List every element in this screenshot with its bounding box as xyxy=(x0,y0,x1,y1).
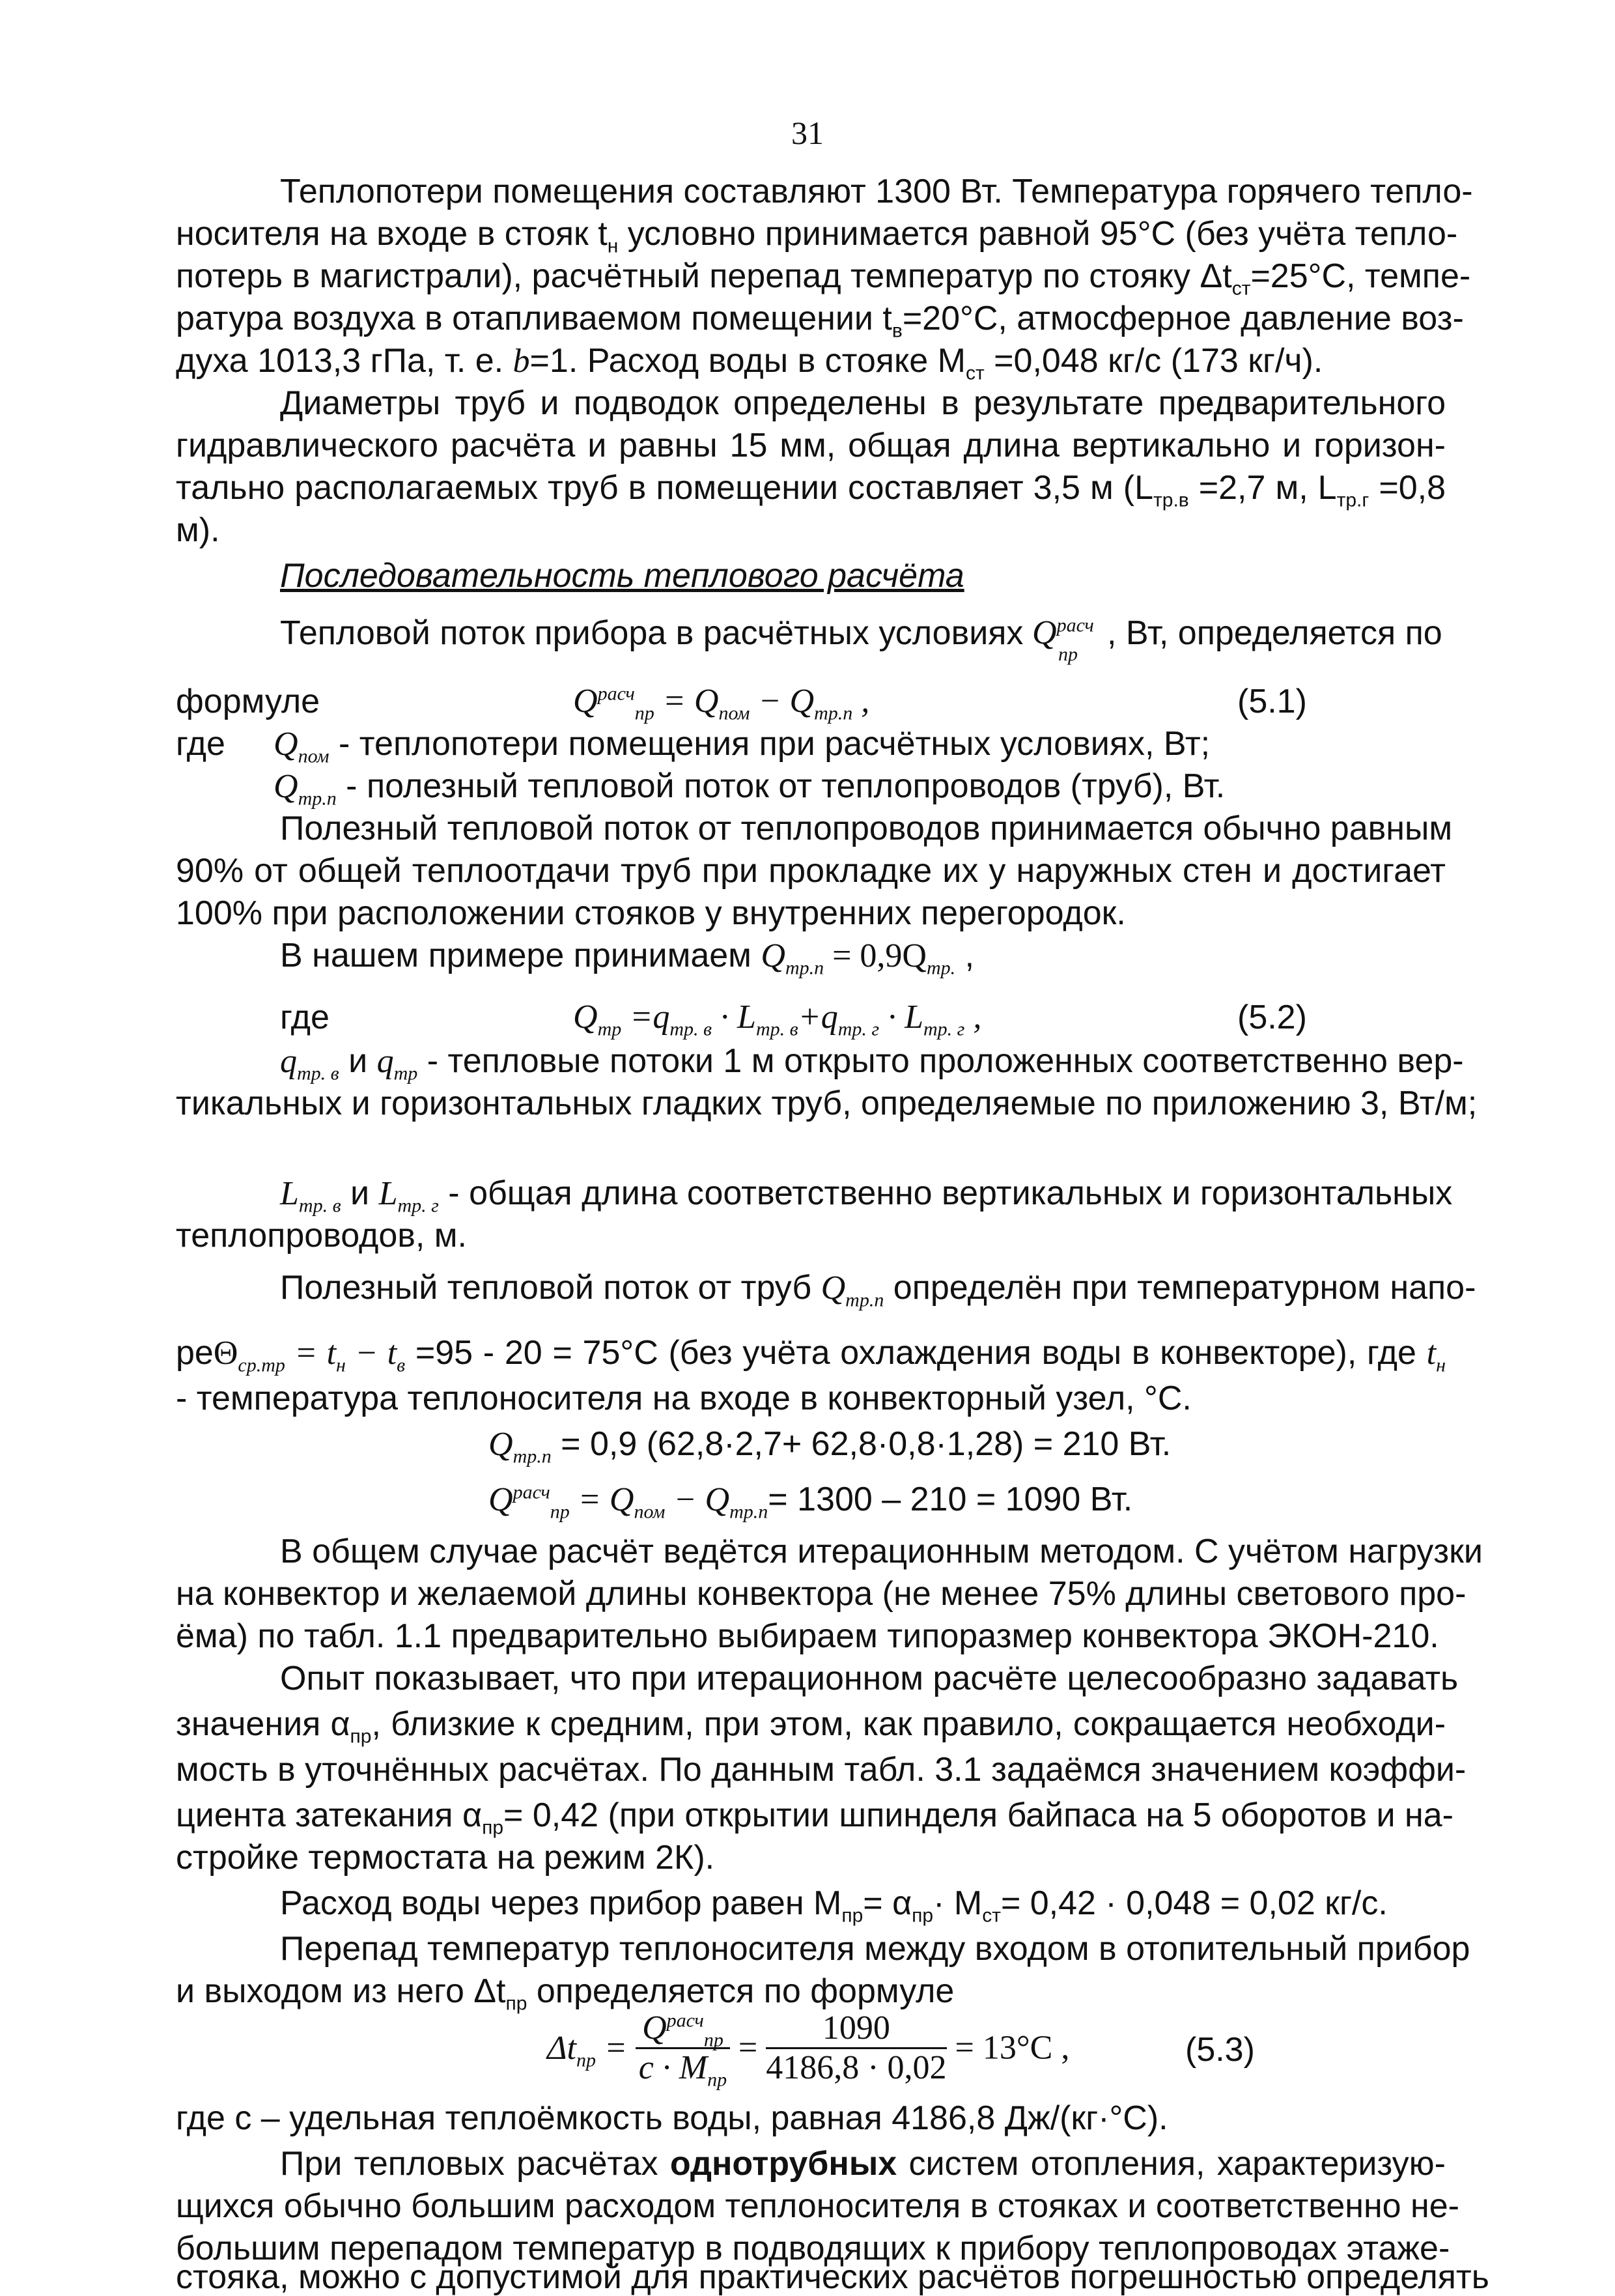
text-line: стройке термостата на режим 2К). xyxy=(176,1839,715,1877)
text-line: $L_{тр. в}$ и $L_{тр. г}$ - общая длина соответственно вертикальных и горизонтальных xyxy=(280,1174,1453,1217)
text-line: 90% от общей теплоотдачи труб при прокладке их у наружных стен и достигает xyxy=(176,852,1446,890)
text-line: формуле xyxy=(176,683,320,720)
text-line: При тепловых расчётах однотрубных систем отопления, характеризую- xyxy=(280,2145,1446,2183)
text-line: гидравлического расчёта и равны 15 мм, общая длина вертикально и горизон- xyxy=(176,427,1446,464)
calculation-line: $Q_{тр.п} = 0,9$ (62,8·2,7+ 62,8·0,8·1,28) = 210 Вт. xyxy=(488,1425,1172,1467)
text-line: значения $\alpha_{пр}$, близкие к средним, при этом, как правило, сокращается необходи- xyxy=(176,1705,1446,1748)
text-line: 100% при расположении стояков у внутренних перегородок. xyxy=(176,894,1126,932)
equation-number: (5.1) xyxy=(1237,683,1307,720)
equation-number: (5.3) xyxy=(1185,2031,1255,2069)
text-line: м). xyxy=(176,511,220,549)
text-line: духа 1013,3 гПа, т. е. b=1. Расход воды в стояке $М_{ст} =0,048$ кг/с (173 кг/ч). xyxy=(176,342,1323,384)
text-line: ёма) по табл. 1.1 предварительно выбираем типоразмер конвектора ЭКОН-210. xyxy=(176,1617,1439,1655)
formula-inline: $Q^{расч}$ xyxy=(1032,614,1094,651)
text-line: носителя на входе в стояк $t_н$ условно принимается равной 95°С (без учёта тепло- xyxy=(176,215,1458,257)
page-number: 31 xyxy=(791,115,824,151)
text-line: большим перепадом температур в подводящих к прибору теплопроводах этаже- xyxy=(176,2230,1450,2267)
text-line: где xyxy=(176,725,225,763)
eq-result: = 13°C , xyxy=(955,2029,1070,2067)
text-line: Полезный тепловой поток от теплопроводов принимается обычно равным xyxy=(280,810,1453,847)
text-line: где xyxy=(280,999,330,1036)
eq-lhs: $\Delta t_{пр}$ = xyxy=(547,2029,628,2071)
text-line: и выходом из него $\Delta t_{пр}$ определяется по формуле xyxy=(176,1972,955,2015)
text-line: , Вт, определяется по xyxy=(1107,614,1442,652)
text-line: мость в уточнённых расчётах. По данным табл. 3.1 задаёмся значением коэффи- xyxy=(176,1751,1467,1789)
text-line: щихся обычно большим расходом теплоносителя в стояках и соответственно не- xyxy=(176,2187,1459,2225)
text-line: потерь в магистрали), расчётный перепад температур по стояку $\Delta t_{ст}=25^\circ С$, темпе- xyxy=(176,257,1471,300)
text-line: тикальных и горизонтальных гладких труб, определяемые по приложению 3, Вт/м; xyxy=(176,1084,1478,1122)
formula-subscript: пр xyxy=(1058,644,1078,665)
text-line: тально располагаемых труб в помещении составляет 3,5 м ($L_{тр.в} =2,7$ м, $L_{тр.г} =0,8$ xyxy=(176,469,1446,511)
text-line: где с – удельная теплоёмкость воды, равная 4186,8 Дж/(кг·°С). xyxy=(176,2099,1168,2137)
section-heading: Последовательность теплового расчёта xyxy=(280,557,964,595)
fraction xyxy=(766,2009,946,2087)
text-line: Тепловой поток прибора в расчётных условиях xyxy=(280,614,1024,652)
text-line: $Q_{тр.п}$ - полезный тепловой поток от теплопроводов (труб), Вт. xyxy=(274,767,1226,810)
text-line: Перепад температур теплоносителя между входом в отопительный прибор xyxy=(280,1930,1470,1968)
text-line: Теплопотери помещения составляют 1300 Вт. Температура горячего тепло- xyxy=(280,173,1473,210)
fraction xyxy=(636,2009,730,2091)
fraction-numerator: 1090 xyxy=(766,2009,946,2049)
text-line: циента затекания $\alpha_{пр}= 0,42$ (при открытии шпинделя байпаса на 5 оборотов и на- xyxy=(176,1796,1454,1839)
text-line: - температура теплоносителя на входе в конвекторный узел, °С. xyxy=(176,1380,1192,1417)
text-line: Диаметры труб и подводок определены в результате предварительного xyxy=(280,384,1446,422)
fraction-numerator: $Q^{расч}_{пр}$ xyxy=(636,2009,730,2049)
text-line: теплопроводов, м. xyxy=(176,1217,467,1254)
equation-5-1: $Q^{расч}_{пр} = Q_{пом} - Q_{тр.п}$ , xyxy=(573,683,870,724)
text-line: Опыт показывает, что при итерационном расчёте целесообразно задавать xyxy=(280,1660,1459,1697)
fraction-denominator: 4186,8 · 0,02 xyxy=(766,2049,947,2086)
text-line: Расход воды через прибор равен $М_{пр}= \alpha_{пр}\cdot М_{ст}= 0,42 \cdot 0,048 = 0,02$ кг/с. xyxy=(280,1884,1388,1927)
equation-5-2: $Q_{тр} =q_{тр. в} \cdot L_{тр. в}+q_{тр. г} \cdot L_{тр. г}$ , xyxy=(573,999,982,1040)
text-line: Полезный тепловой поток от труб $Q_{тр.п}$ определён при температурном напо- xyxy=(280,1269,1476,1311)
equation-5-3: $\Delta t_{пр}$ = $\frac{Q^{расч}_{пр}}{c \cdot M_{пр}}$ = $\frac{1090}{4186,8 \cdot 0,02}$ = 13°C , xyxy=(547,2009,1070,2091)
text-line: $Q_{пом}$ - теплопотери помещения при расчётных условиях, Вт; xyxy=(274,725,1211,767)
text-line: $ре\Theta_{ср.тр} = t_н - t_в =95 - 20 = 75^\circ С$ (без учёта охлаждения воды в конвекторе), где $t_н$ xyxy=(176,1334,1446,1376)
text-line: стояка, можно с допустимой для практических расчётов погрешностью определять xyxy=(176,2258,1489,2296)
equation-number: (5.2) xyxy=(1237,999,1307,1036)
calculation-line: $Q^{расч}_{пр} = Q_{пом} - Q_{тр.п}= 1300 - 210 = 1090$ Вт. xyxy=(488,1481,1133,1523)
fraction-denominator: $c \cdot M_{пр}$ xyxy=(638,2049,727,2091)
text-line: $q_{тр. в}$ и $q_{тр}$ - тепловые потоки 1 м открыто проложенных соответственно вер- xyxy=(280,1042,1464,1084)
text-line: на конвектор и желаемой длины конвектора (не менее 75% длины светового про- xyxy=(176,1575,1467,1613)
text-line: В нашем примере принимаем $Q_{тр.п} = 0,9Q_{тр.}$ , xyxy=(280,937,975,979)
text-line: В общем случае расчёт ведётся итерационным методом. С учётом нагрузки xyxy=(280,1533,1483,1570)
text-line: ратура воздуха в отапливаемом помещении $t_в=20^\circ С$, атмосферное давление воз- xyxy=(176,300,1464,342)
